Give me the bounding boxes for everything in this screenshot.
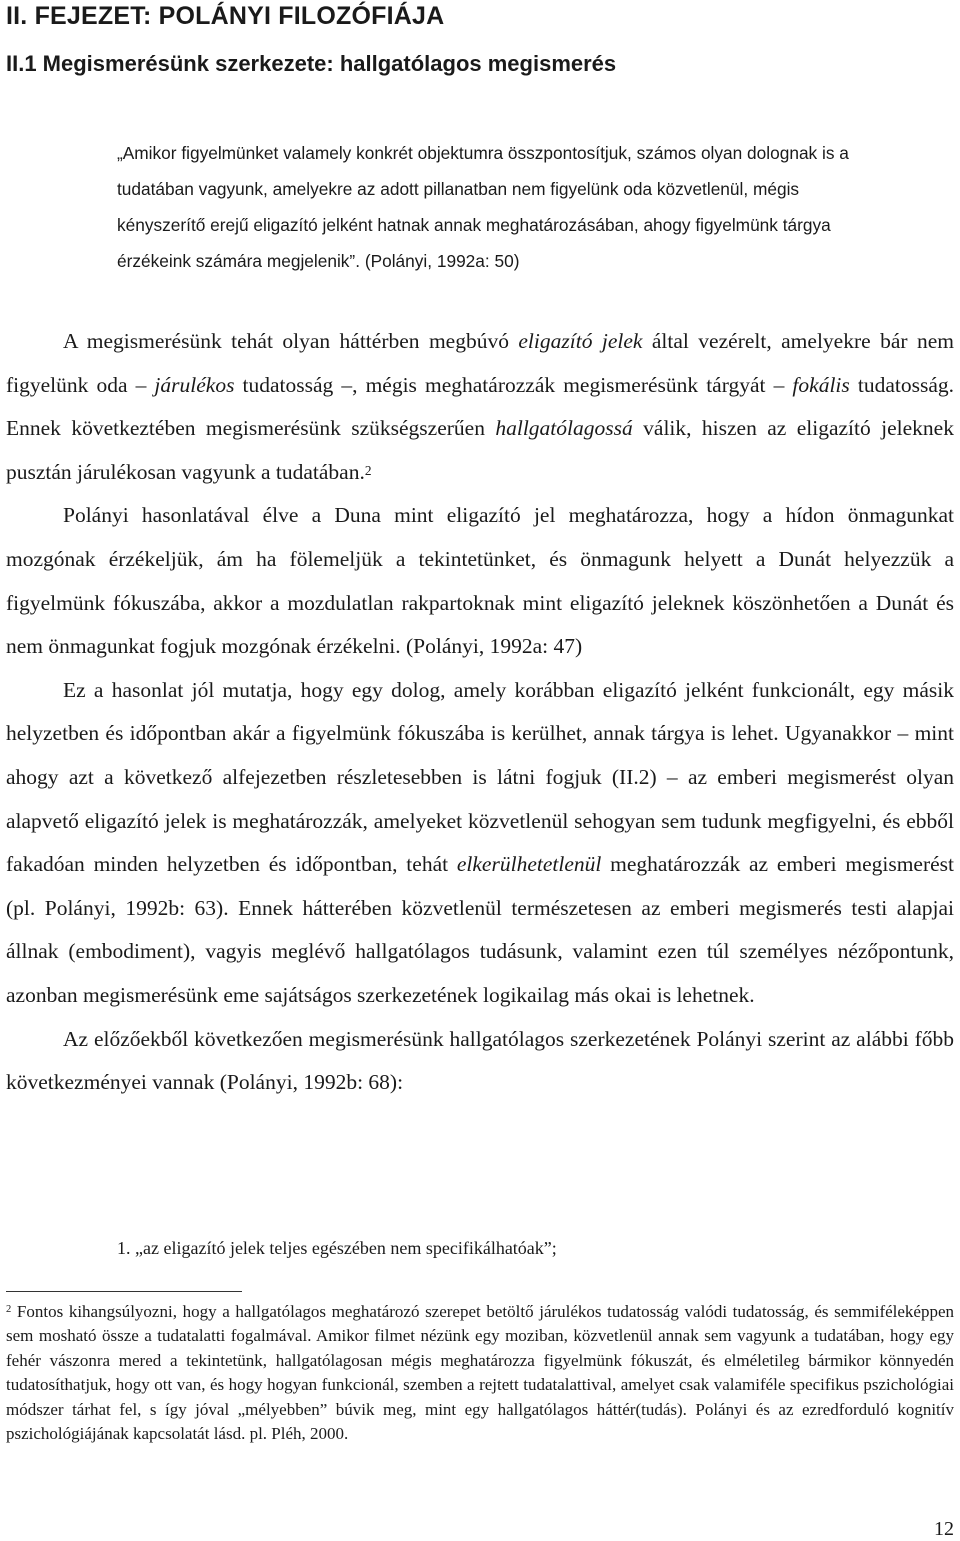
quote-citation: (Polányi, 1992a: 50) <box>364 251 520 271</box>
text-run: válik, hiszen az eligazító jeleknek pusztán járulékosan vagyunk a tudatában. <box>6 416 954 484</box>
text-run: tudatosság –, mégis meghatározzák megismerésünk tárgyát – <box>234 372 793 397</box>
block-quote <box>117 135 857 279</box>
section-title: II.1 Megismerésünk szerkezete: hallgatólagos megismerés <box>6 51 617 76</box>
main-text <box>6 320 954 1105</box>
footnote-text: Fontos kihangsúlyozni, hogy a hallgatólagos meghatározó szerepet betöltő járulékos tudatosság valódi tudatosság, és semmiféleképpen sem mosható össze a tudatalatti fogalmával. Amikor filmet nézünk egy moziban, közvetlenül annak sem vagyunk a tudatában, hogy egy fehér vászonra mered a tekintetünk, hallgatólagosan mégis meghatározza figyelmünk fókuszát, és elméletileg bármikor könnyedén tudatosíthatjuk, hogy ott van, és hogy hogyan funkcionál, szemben a rejtett tudatalattival, amelyet csak valamiféle specifikus pszichológiai módszer tárhat fel, s így jóval „mélyebben” búvik meg, mint egy hallgatólagos háttér(tudás). Polányi és az ezredforduló kognitív pszichológiájának kapcsolatát lásd. pl. Pléh, 2000. <box>6 1302 955 1444</box>
text-run: által vezérelt, amelyekre bár nem figyelünk oda – <box>6 329 954 397</box>
page-number: 12 <box>934 1518 954 1540</box>
paragraph-2: Polányi hasonlatával élve a Duna mint eligazító jel meghatározza, hogy a hídon önmagunkat mozgónak érzékeljük, ám ha fölemeljük a tekintetünket, és önmagunk helyett a Dunát helyezzük a figyelmünk fókuszába, akkor a mozdulatlan rakpartoknak mint eligazító jeleknek köszönhetően a Dunát és nem önmagunkat fogjuk mozgónak érzékelni. (Polányi, 1992a: 47) <box>6 503 954 659</box>
footnote-number: 2 <box>6 1304 12 1315</box>
emphasis-eligazito-jelek: eligazító jelek <box>518 329 643 353</box>
footnote-reference[interactable]: 2 <box>364 462 372 478</box>
quote-text: „Amikor figyelmünket valamely konkrét objektumra összpontosítjuk, számos olyan dolognak is a tudatában vagyunk, amelyekre az adott pillanatban nem figyelünk oda közvetlenül, mégis kényszerítő erejű eligazító jelként hatnak annak meghatározásában, ahogy figyelmünk tárgya érzékeink számára megjelenik”. <box>117 143 849 271</box>
paragraph-3 <box>6 669 954 1018</box>
text-run: tudatosság. Ennek következtében megismerésünk szükségszerűen <box>6 372 954 441</box>
paragraph-4: Az előzőekből következően megismerésünk hallgatólagos szerkezetének Polányi szerint az alábbi főbb következményei vannak (Polányi, 1992b: 68): <box>6 1026 954 1095</box>
emphasis-fokalis: fokális <box>792 372 850 397</box>
paragraph-1 <box>6 320 954 494</box>
text-run: A megismerésünk tehát olyan háttérben megbúvó <box>63 329 519 353</box>
footnote-divider <box>6 1291 242 1292</box>
emphasis-jarulekos: járulékos <box>154 372 235 397</box>
emphasis-hallgatolagossa: hallgatólagossá <box>495 416 633 441</box>
text-run: meghatározzák az emberi megismerést (pl. Polányi, 1992b: 63). Ennek hátterében közvetlenül természetesen az emberi megismerés testi alapjai állnak (embodiment), vagyis meglévő hallgatólagos tudásunk, valamint ezen túl személyes nézőpontunk, azonban megismerésünk eme sajátságos szerkezetének logikailag más okai is lehetnek. <box>6 852 955 1007</box>
text-run: Ez a hasonlat jól mutatja, hogy egy dolog, amely korábban eligazító jelként funkcionált, egy másik helyzetben és időpontban akár a figyelmünk fókuszába is kerülhet, annak tárgya is lehet. Ugyanakkor – mint ahogy azt a következő alfejezetben részletesebben is látni fogjuk (II.2) – az emberi megismerést olyan alapvető eligazító jelek is meghatározzák, amelyeket közvetlenül sehogyan sem tudunk megfigyelni, és ebből fakadóan minden helyzetben és időpontban, tehát <box>6 677 954 877</box>
chapter-title: II. FEJEZET: POLÁNYI FILOZÓFIÁJA <box>6 2 445 30</box>
footnote <box>6 1300 954 1446</box>
list-item: 1. „az eligazító jelek teljes egészében nem specifikálhatóak”; <box>117 1238 557 1258</box>
emphasis-elkerulhetetlenul: elkerülhetetlenül <box>456 852 602 877</box>
